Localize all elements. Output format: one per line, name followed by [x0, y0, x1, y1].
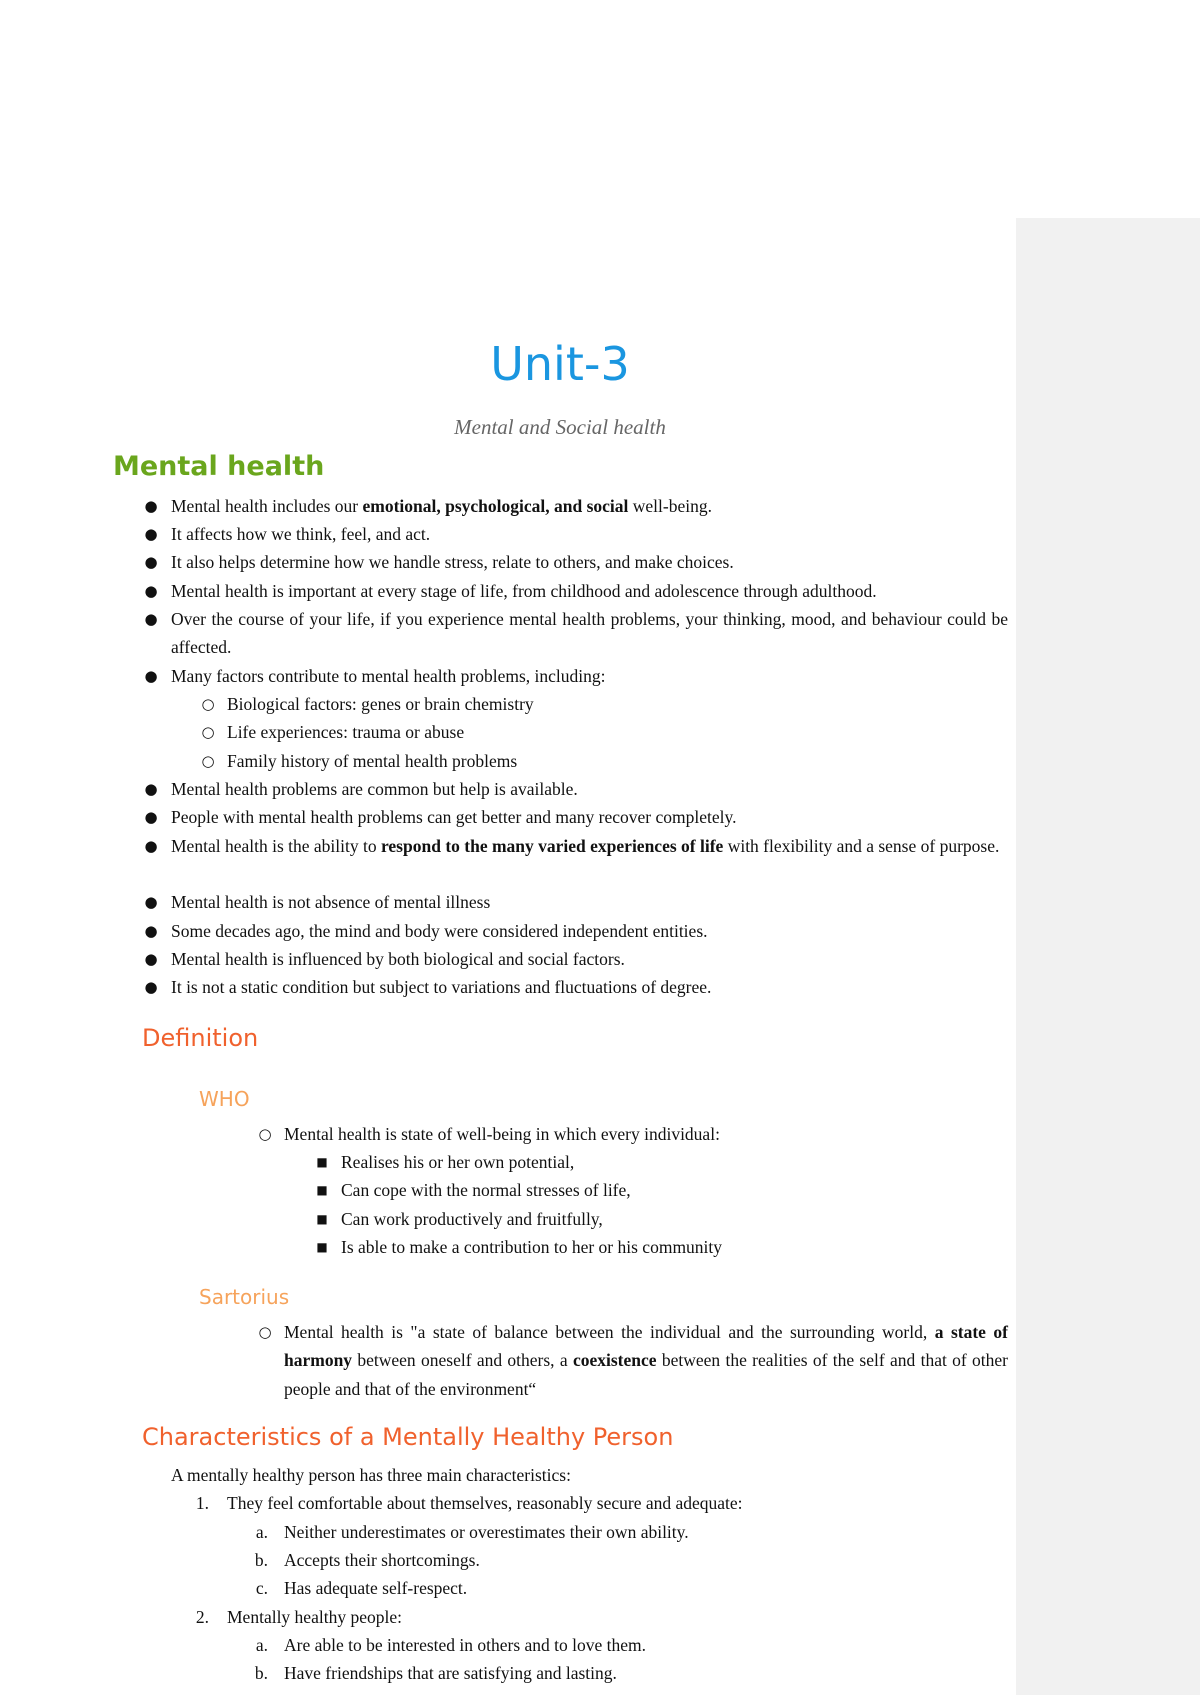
bullet-icon: ●	[144, 978, 158, 996]
heading-definition: Definition	[142, 1024, 259, 1052]
sub-list-item: ○ Biological factors: genes or brain chemistry	[195, 690, 1008, 718]
lettered-item: b. Have friendships that are satisfying and lasting.	[254, 1663, 617, 1683]
circle-bullet-icon: ○	[201, 695, 215, 713]
numbered-item: 1. They feel comfortable about themselves, reasonably secure and adequate:	[195, 1493, 743, 1513]
circle-bullet-icon: ○	[201, 752, 215, 770]
circle-bullet-icon: ○	[258, 1125, 272, 1143]
heading-who: WHO	[199, 1087, 250, 1111]
sub-list-item: ○ Life experiences: trauma or abuse	[195, 718, 1008, 746]
list-item: ● It affects how we think, feel, and act.	[138, 520, 1008, 548]
sub-sub-list-item: ■ Is able to make a contribution to her or his community	[309, 1233, 1008, 1261]
list-item: ● Many factors contribute to mental health problems, including:	[138, 662, 1008, 690]
list-item: ● Mental health is important at every stage of life, from childhood and adolescence through adulthood.	[138, 577, 1008, 605]
bullet-icon: ●	[144, 610, 158, 628]
list-item: ● Mental health is not absence of mental illness	[138, 888, 1008, 916]
bullet-icon: ●	[144, 667, 158, 685]
bullet-icon: ●	[144, 582, 158, 600]
bullet-icon: ●	[144, 808, 158, 826]
lettered-item: b. Accepts their shortcomings.	[254, 1550, 480, 1570]
numbered-item: 2. Mentally healthy people:	[195, 1607, 402, 1627]
bullet-icon: ●	[144, 922, 158, 940]
sub-sub-list-item: ■ Can work productively and fruitfully,	[309, 1205, 1008, 1233]
list-item: ● Mental health is influenced by both biological and social factors.	[138, 945, 1008, 973]
list-item: ● It is not a static condition but subject to variations and fluctuations of degree.	[138, 973, 1008, 1001]
list-item: ● Mental health problems are common but help is available.	[138, 775, 1008, 803]
list-item: ● It also helps determine how we handle stress, relate to others, and make choices.	[138, 548, 1008, 576]
heading-characteristics: Characteristics of a Mentally Healthy Person	[142, 1423, 674, 1451]
bullet-icon: ●	[144, 553, 158, 571]
bullet-icon: ●	[144, 950, 158, 968]
bullet-icon: ●	[144, 497, 158, 515]
sub-list-item: ○ Family history of mental health problems	[195, 747, 1008, 775]
lettered-item: a. Are able to be interested in others and to love them.	[255, 1635, 647, 1655]
square-bullet-icon: ■	[316, 1155, 328, 1169]
list-item: ● People with mental health problems can get better and many recover completely.	[138, 803, 1008, 831]
square-bullet-icon: ■	[316, 1183, 328, 1197]
bullet-icon: ●	[144, 780, 158, 798]
sub-sub-list-item: ■ Can cope with the normal stresses of life,	[309, 1176, 1008, 1204]
list-item: ● Some decades ago, the mind and body were considered independent entities.	[138, 917, 1008, 945]
sub-list-item: ○ Mental health is state of well-being in which every individual:	[252, 1120, 1008, 1148]
sub-list-item: ○ Mental health is "a state of balance between the individual and the surrounding world, a state of harmony between oneself and others, a coexistence between the realities of the self and that of other people and that of the environment“	[252, 1318, 1008, 1403]
document-subtitle: Mental and Social health	[454, 415, 666, 439]
paragraph: A mentally healthy person has three main characteristics:	[171, 1465, 571, 1485]
circle-bullet-icon: ○	[258, 1323, 272, 1341]
sub-sub-list-item: ■ Realises his or her own potential,	[309, 1148, 1008, 1176]
bullet-icon: ●	[144, 837, 158, 855]
heading-sartorius: Sartorius	[199, 1285, 290, 1309]
lettered-item: a. Neither underestimates or overestimates their own ability.	[255, 1522, 689, 1542]
heading-mental-health: Mental health	[113, 451, 325, 482]
bullet-icon: ●	[144, 525, 158, 543]
circle-bullet-icon: ○	[201, 723, 215, 741]
square-bullet-icon: ■	[316, 1240, 328, 1254]
list-item: ● Mental health includes our emotional, psychological, and social well-being.	[138, 492, 1008, 520]
document-title: Unit-3	[490, 337, 630, 391]
square-bullet-icon: ■	[316, 1212, 328, 1226]
bullet-icon: ●	[144, 893, 158, 911]
list-item: ● Over the course of your life, if you experience mental health problems, your thinking, mood, and behaviour could be affected.	[138, 605, 1008, 662]
list-item: ● Mental health is the ability to respond to the many varied experiences of life with flexibility and a sense of purpose.	[138, 832, 1008, 860]
lettered-item: c. Has adequate self-respect.	[255, 1578, 468, 1598]
